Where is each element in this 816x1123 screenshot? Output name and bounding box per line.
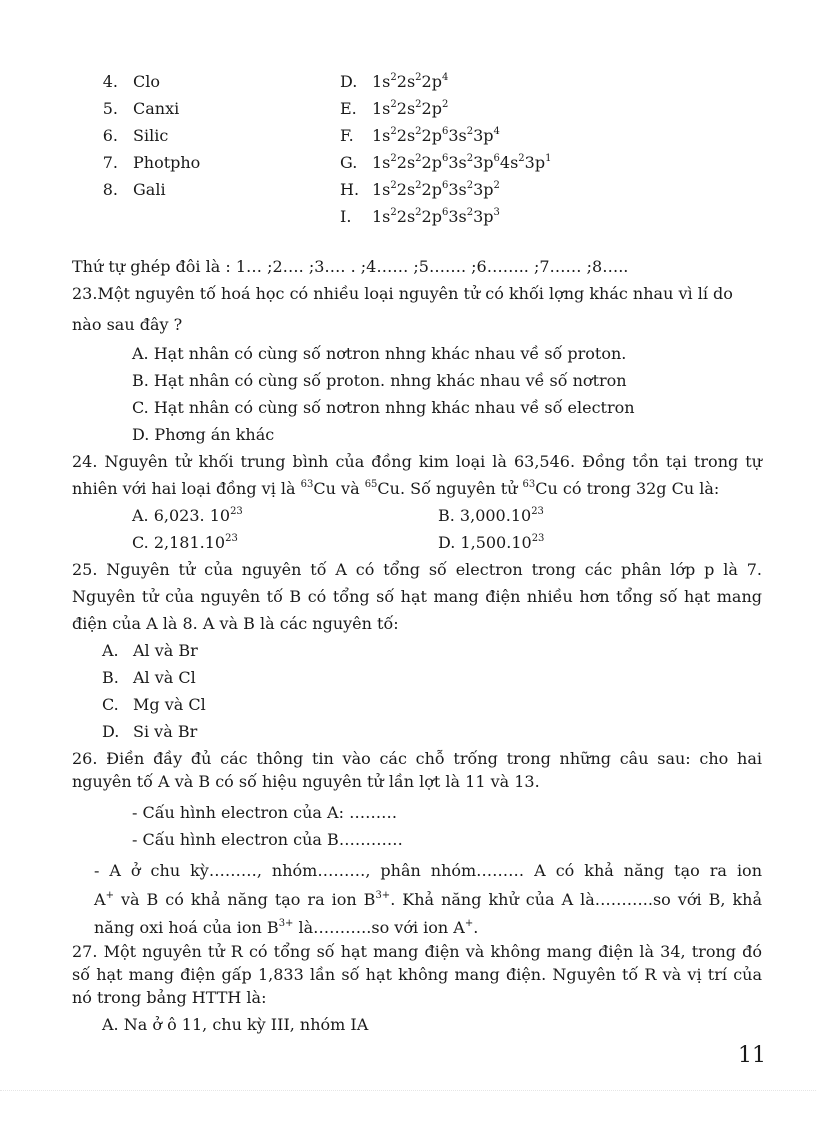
q25-option-text: Al và Cl	[133, 668, 196, 687]
match-letter: F.	[340, 126, 354, 145]
match-num: 6.	[102, 126, 118, 145]
q25-option-letter: A.	[102, 641, 119, 660]
q23-stem-line1: 23.Một nguyên tố hoá học có nhiều loại nguyên tử có khối lợng khác nhau vì lí do	[72, 284, 733, 303]
q23-option-d: D. Phơng án khác	[132, 425, 275, 444]
pairing-line: Thứ tự ghép đôi là : 1… ;2…. ;3…. . ;4…… ;5……. ;6…….. ;7…… ;8…..	[72, 257, 629, 276]
match-element: Gali	[133, 180, 166, 199]
match-num: 5.	[102, 99, 118, 118]
q25-option-letter: B.	[102, 668, 119, 687]
q25-option-text: Si và Br	[133, 722, 198, 741]
q23-option-c: C. Hạt nhân có cùng số nơtron nhng khác nhau về số electron	[132, 398, 635, 417]
match-letter: E.	[340, 99, 357, 118]
match-config: $1s^22s^22p^2$	[372, 98, 449, 118]
match-num: 7.	[102, 153, 118, 172]
q24-option-b: B. 3,000.10$^{23}$	[438, 505, 544, 525]
q27-stem-line1: 27. Một nguyên tử R có tổng số hạt mang điện và không mang điện là 34, trong đó	[72, 942, 762, 961]
q24-option-d: D. 1,500.10$^{23}$	[438, 532, 545, 552]
q25-option-letter: D.	[102, 722, 120, 741]
page-number: 11	[738, 1043, 766, 1068]
q25-stem-line2: Nguyên tử của nguyên tố B có tổng số hạt mang điện nhiều hơn tổng số hạt mang	[72, 587, 762, 606]
match-config: $1s^22s^22p^63s^23p^64s^23p^1$	[372, 152, 552, 172]
q26-stem-line2: nguyên tố A và B có số hiệu nguyên tử lần lợt là 11 và 13.	[72, 772, 540, 791]
match-letter: D.	[340, 72, 358, 91]
q26-stem-line1: 26. Điền đầy đủ các thông tin vào các chỗ trống trong những câu sau: cho hai	[72, 749, 762, 768]
q25-option-letter: C.	[102, 695, 119, 714]
q27-stem-line3: nó trong bảng HTTH là:	[72, 988, 267, 1007]
q24-stem-line1: 24. Nguyên tử khối trung bình của đồng kim loại là 63,546. Đồng tồn tại trong tự	[72, 452, 762, 471]
q27-stem-line2: số hạt mang điện gấp 1,833 lần số hạt không mang điện. Nguyên tố R và vị trí của	[72, 965, 762, 984]
q27-option-a: A. Na ở ô 11, chu kỳ III, nhóm IA	[102, 1015, 369, 1034]
match-config: $1s^22s^22p^4$	[372, 71, 449, 91]
page-bottom-divider	[0, 1090, 816, 1091]
match-num: 8.	[102, 180, 118, 199]
q25-option-text: Al và Br	[133, 641, 198, 660]
match-num: 4.	[102, 72, 118, 91]
q23-option-a: A. Hạt nhân có cùng số nơtron nhng khác nhau về số proton.	[132, 344, 627, 363]
q26-item-a: - Cấu hình electron của A: ………	[132, 803, 398, 822]
match-letter: H.	[340, 180, 360, 199]
q25-stem-line3: điện của A là 8. A và B là các nguyên tố:	[72, 614, 399, 633]
q24-option-a: A. 6,023. $10^{23}$	[132, 505, 243, 525]
match-element: Clo	[133, 72, 160, 91]
match-element: Canxi	[133, 99, 180, 118]
q23-option-b: B. Hạt nhân có cùng số proton. nhng khác nhau về số nơtron	[132, 371, 627, 390]
match-config: $1s^22s^22p^63s^23p^2$	[372, 179, 500, 199]
q23-stem-line2: nào sau đây ?	[72, 315, 183, 334]
match-element: Photpho	[133, 153, 201, 172]
q25-stem-line1: 25. Nguyên tử của nguyên tố A có tổng số electron trong các phân lớp p là 7.	[72, 560, 762, 579]
q25-option-text: Mg và Cl	[133, 695, 206, 714]
q26-item-b: - Cấu hình electron của B…………	[132, 830, 403, 849]
match-element: Silic	[133, 126, 169, 145]
match-config: $1s^22s^22p^63s^23p^3$	[372, 206, 500, 226]
q26-line4: A+ và B có khả năng tạo ra ion $B^{3+}$. Khả năng khử của A là………..so với B, khả	[94, 889, 762, 909]
q26-line3: - A ở chu kỳ………, nhóm………, phân nhóm……… A có khả năng tạo ra ion	[94, 861, 762, 880]
match-config: $1s^22s^22p^63s^23p^4$	[372, 125, 500, 145]
match-letter: G.	[340, 153, 358, 172]
q24-option-c: C. 2,181.10$^{23}$	[132, 532, 238, 552]
match-letter: I.	[340, 207, 352, 226]
q26-line5: năng oxi hoá của ion $B^{3+}$ là………..so với ion A+.	[94, 917, 479, 937]
q24-stem-line2: nhiên với hai loại đồng vị là $^{63}$Cu và $^{65}$Cu. Số nguyên tử $^{63}$Cu có trong 32g Cu là:	[72, 478, 720, 498]
